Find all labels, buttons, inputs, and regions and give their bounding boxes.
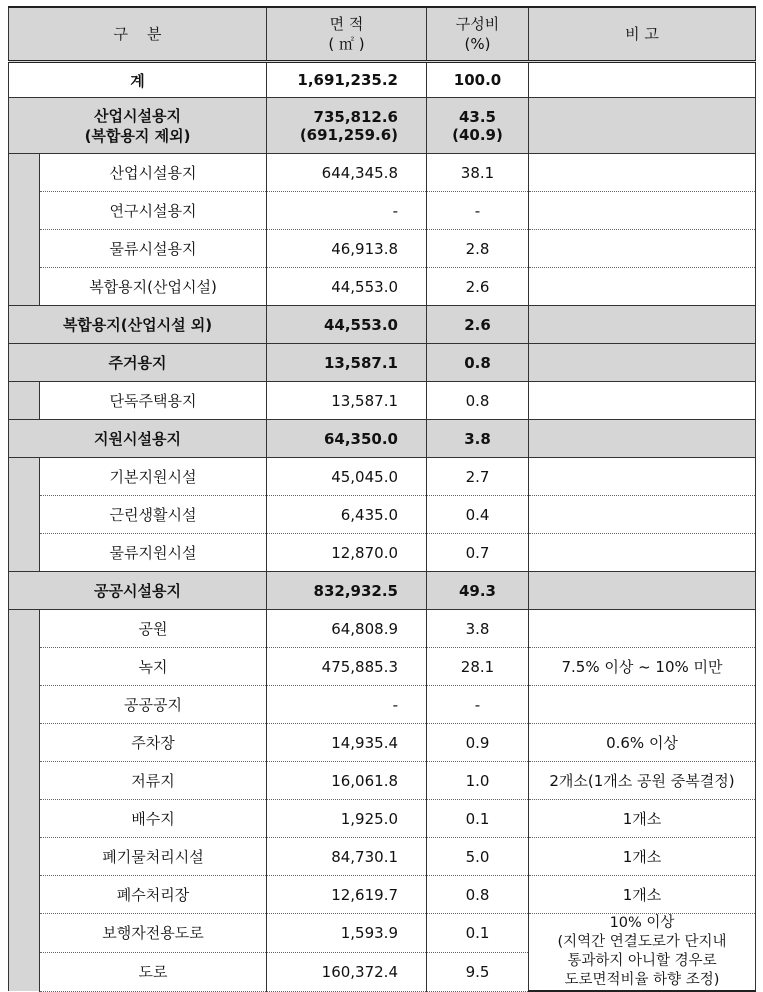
item-area: 45,045.0 xyxy=(267,458,427,496)
total-ratio: 100.0 xyxy=(427,62,529,98)
item-area: 160,372.4 xyxy=(267,952,427,991)
item-label: 주차장 xyxy=(40,724,267,762)
item-note: 0.6% 이상 xyxy=(529,724,756,762)
category-ratio: 2.6 xyxy=(427,306,529,344)
item-note: 1개소 xyxy=(529,838,756,876)
item-label: 연구시설용지 xyxy=(40,192,267,230)
category-label: 공공시설용지 xyxy=(9,572,267,610)
category-row-support xyxy=(9,420,756,458)
item-ratio: 5.0 xyxy=(427,838,529,876)
header-row xyxy=(9,7,756,62)
item-ratio: 2.8 xyxy=(427,230,529,268)
category-ratio: 0.8 xyxy=(427,344,529,382)
land-use-table xyxy=(8,6,756,992)
indent-cell xyxy=(9,154,40,192)
item-ratio: 0.4 xyxy=(427,496,529,534)
item-area: 6,435.0 xyxy=(267,496,427,534)
item-ratio: 0.7 xyxy=(427,534,529,572)
header-ratio: 구성비 (%) xyxy=(427,7,529,62)
item-ratio: 1.0 xyxy=(427,762,529,800)
table-row xyxy=(9,192,756,230)
item-note xyxy=(529,268,756,306)
item-area: 16,061.8 xyxy=(267,762,427,800)
item-label: 물류지원시설 xyxy=(40,534,267,572)
indent-cell xyxy=(9,762,40,800)
category-note xyxy=(529,420,756,458)
table-row xyxy=(9,458,756,496)
category-label: 지원시설용지 xyxy=(9,420,267,458)
item-label: 단독주택용지 xyxy=(40,382,267,420)
table-row xyxy=(9,610,756,648)
item-ratio: 0.1 xyxy=(427,800,529,838)
table-row xyxy=(9,686,756,724)
table-row xyxy=(9,876,756,914)
item-note: 1개소 xyxy=(529,876,756,914)
item-ratio: 38.1 xyxy=(427,154,529,192)
indent-cell xyxy=(9,952,40,991)
item-area: 46,913.8 xyxy=(267,230,427,268)
indent-cell xyxy=(9,382,40,420)
category-row-industrial xyxy=(9,98,756,154)
indent-cell xyxy=(9,838,40,876)
indent-cell xyxy=(9,648,40,686)
item-ratio: 2.6 xyxy=(427,268,529,306)
header-category: 구 분 xyxy=(9,7,267,62)
item-label: 공공공지 xyxy=(40,686,267,724)
category-area: 44,553.0 xyxy=(267,306,427,344)
item-label: 배수지 xyxy=(40,800,267,838)
total-note xyxy=(529,62,756,98)
header-area: 면 적 ( ㎡ ) xyxy=(267,7,427,62)
table-row xyxy=(9,762,756,800)
item-label: 기본지원시설 xyxy=(40,458,267,496)
indent-cell xyxy=(9,724,40,762)
category-note xyxy=(529,306,756,344)
item-area: 44,553.0 xyxy=(267,268,427,306)
table-row xyxy=(9,914,756,953)
item-label: 물류시설용지 xyxy=(40,230,267,268)
category-ratio: 43.5 (40.9) xyxy=(427,98,529,154)
item-note xyxy=(529,382,756,420)
road-note: 10% 이상 (지역간 연결도로가 단지내 통과하지 아니할 경우로 도로면적비율 하향 조정) xyxy=(529,914,756,992)
item-area: 12,619.7 xyxy=(267,876,427,914)
item-area: 1,593.9 xyxy=(267,914,427,953)
item-note xyxy=(529,534,756,572)
item-ratio: - xyxy=(427,192,529,230)
item-ratio: 0.8 xyxy=(427,382,529,420)
category-row-mixed xyxy=(9,306,756,344)
category-label: 복합용지(산업시설 외) xyxy=(9,306,267,344)
item-ratio: 3.8 xyxy=(427,610,529,648)
category-area: 832,932.5 xyxy=(267,572,427,610)
item-label: 저류지 xyxy=(40,762,267,800)
indent-cell xyxy=(9,876,40,914)
category-ratio: 49.3 xyxy=(427,572,529,610)
item-note xyxy=(529,496,756,534)
item-area: 475,885.3 xyxy=(267,648,427,686)
table-row xyxy=(9,496,756,534)
indent-cell xyxy=(9,458,40,496)
item-area: 13,587.1 xyxy=(267,382,427,420)
item-note xyxy=(529,154,756,192)
category-row-public xyxy=(9,572,756,610)
item-label: 녹지 xyxy=(40,648,267,686)
item-area: - xyxy=(267,192,427,230)
item-label: 도로 xyxy=(40,952,267,991)
item-ratio: 28.1 xyxy=(427,648,529,686)
table-row xyxy=(9,648,756,686)
item-note: 7.5% 이상 ~ 10% 미만 xyxy=(529,648,756,686)
item-area: 84,730.1 xyxy=(267,838,427,876)
category-area: 735,812.6 (691,259.6) xyxy=(267,98,427,154)
item-ratio: 0.1 xyxy=(427,914,529,953)
indent-cell xyxy=(9,230,40,268)
item-label: 근린생활시설 xyxy=(40,496,267,534)
item-area: 12,870.0 xyxy=(267,534,427,572)
item-note xyxy=(529,610,756,648)
item-note xyxy=(529,230,756,268)
item-ratio: 9.5 xyxy=(427,952,529,991)
total-row xyxy=(9,62,756,98)
indent-cell xyxy=(9,686,40,724)
item-label: 보행자전용도로 xyxy=(40,914,267,953)
indent-cell xyxy=(9,610,40,648)
item-note xyxy=(529,458,756,496)
category-note xyxy=(529,344,756,382)
item-area: 1,925.0 xyxy=(267,800,427,838)
item-area: 644,345.8 xyxy=(267,154,427,192)
total-label: 계 xyxy=(9,62,267,98)
item-area: 14,935.4 xyxy=(267,724,427,762)
category-label: 주거용지 xyxy=(9,344,267,382)
category-label: 산업시설용지 (복합용지 제외) xyxy=(9,98,267,154)
table-row xyxy=(9,382,756,420)
item-label: 폐수처리장 xyxy=(40,876,267,914)
item-ratio: 0.8 xyxy=(427,876,529,914)
table-row xyxy=(9,800,756,838)
table-row xyxy=(9,230,756,268)
item-note: 2개소(1개소 공원 중복결정) xyxy=(529,762,756,800)
table-row xyxy=(9,724,756,762)
item-ratio: - xyxy=(427,686,529,724)
item-label: 산업시설용지 xyxy=(40,154,267,192)
category-ratio: 3.8 xyxy=(427,420,529,458)
item-label: 폐기물처리시설 xyxy=(40,838,267,876)
indent-cell xyxy=(9,800,40,838)
item-label: 복합용지(산업시설) xyxy=(40,268,267,306)
item-ratio: 2.7 xyxy=(427,458,529,496)
header-note: 비 고 xyxy=(529,7,756,62)
indent-cell xyxy=(9,192,40,230)
item-note: 1개소 xyxy=(529,800,756,838)
item-label: 공원 xyxy=(40,610,267,648)
category-note xyxy=(529,98,756,154)
category-area: 13,587.1 xyxy=(267,344,427,382)
table-row xyxy=(9,838,756,876)
item-area: 64,808.9 xyxy=(267,610,427,648)
category-area: 64,350.0 xyxy=(267,420,427,458)
category-note xyxy=(529,572,756,610)
total-area: 1,691,235.2 xyxy=(267,62,427,98)
indent-cell xyxy=(9,534,40,572)
table-row xyxy=(9,268,756,306)
item-area: - xyxy=(267,686,427,724)
table-row xyxy=(9,534,756,572)
item-note xyxy=(529,686,756,724)
category-row-residential xyxy=(9,344,756,382)
indent-cell xyxy=(9,268,40,306)
indent-cell xyxy=(9,914,40,953)
table-row xyxy=(9,154,756,192)
indent-cell xyxy=(9,496,40,534)
item-ratio: 0.9 xyxy=(427,724,529,762)
item-note xyxy=(529,192,756,230)
